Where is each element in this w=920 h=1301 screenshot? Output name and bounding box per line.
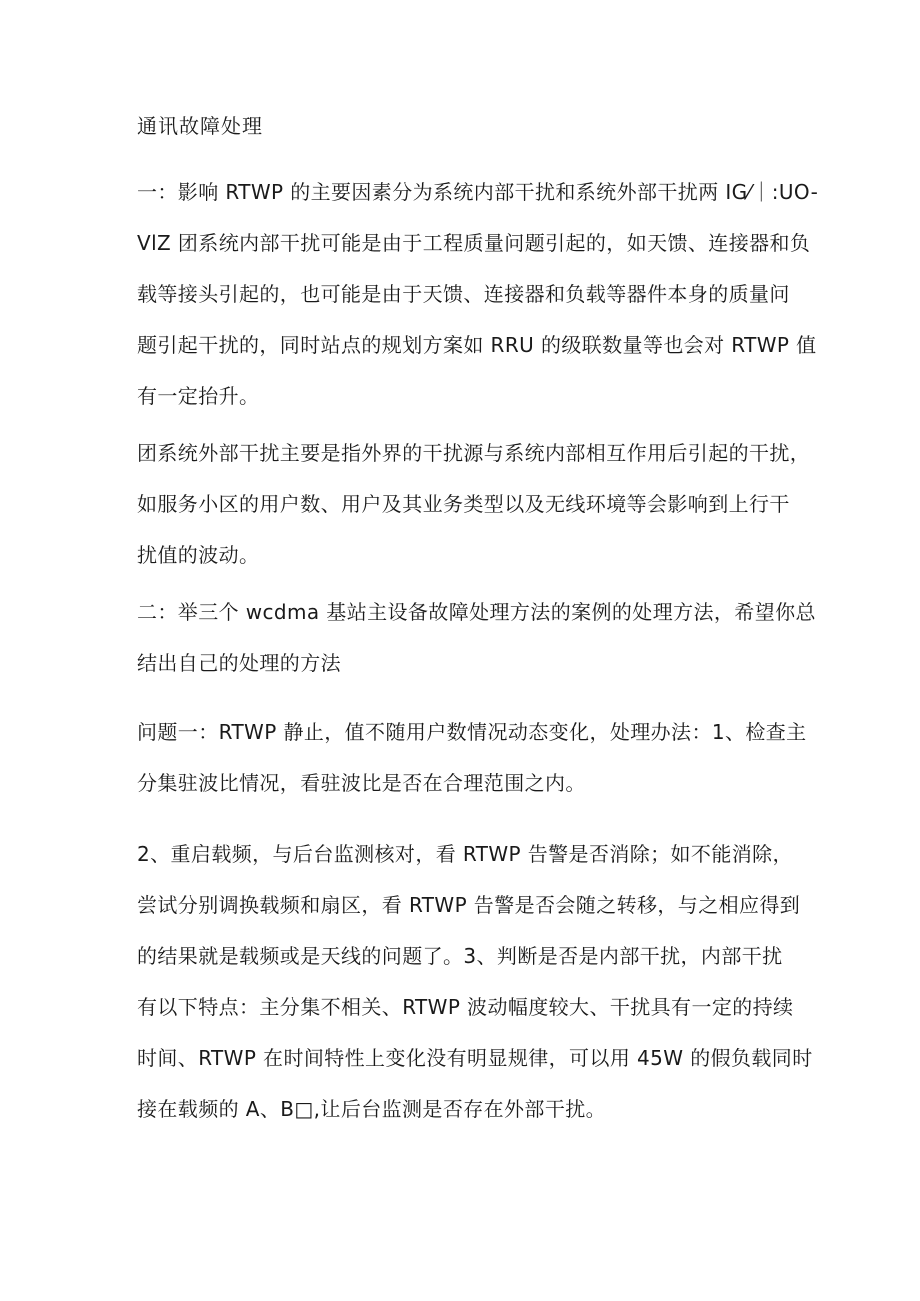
text-line: 题引起干扰的，同时站点的规划方案如 RRU 的级联数量等也会对 RTWP 值 (137, 333, 817, 357)
text-line: VlZ 团系统内部干扰可能是由于工程质量问题引起的，如天馈、连接器和负 (137, 231, 811, 255)
text-line: 有一定抬升。 (137, 384, 260, 408)
text-line: 扰值的波动。 (137, 543, 260, 567)
text-line: 团系统外部干扰主要是指外界的干扰源与系统内部相互作用后引起的干扰， (137, 441, 811, 465)
text-line: 载等接头引起的，也可能是由于天馈、连接器和负载等器件本身的质量问 (137, 282, 790, 306)
text-line: 时间、RTWP 在时间特性上变化没有明显规律，可以用 45W 的假负载同时 (137, 1046, 813, 1070)
text-line: 问题一：RTWP 静止，值不随用户数情况动态变化，处理办法：1、检查主 (137, 720, 807, 744)
text-line: 分集驻波比情况，看驻波比是否在合理范围之内。 (137, 771, 586, 795)
text-line: 如服务小区的用户数、用户及其业务类型以及无线环境等会影响到上行干 (137, 492, 790, 516)
paragraph-section-two (137, 597, 816, 678)
text-line: 2、重启载频，与后台监测核对，看 RTWP 告警是否消除；如不能消除， (137, 842, 793, 866)
document-title: 通讯故障处理 (137, 114, 263, 138)
paragraph-problem-one (137, 717, 807, 798)
text-line: 有以下特点：主分集不相关、RTWP 波动幅度较大、干扰具有一定的持续 (137, 995, 794, 1019)
paragraph-external-interference (137, 438, 811, 570)
text-line: 结出自己的处理的方法 (137, 651, 341, 675)
paragraph-restart-carrier (137, 839, 813, 1124)
text-line: 的结果就是载频或是天线的问题了。3、判断是否是内部干扰，内部干扰 (137, 944, 783, 968)
text-line: 接在载频的 A、B□,让后台监测是否存在外部干扰。 (137, 1097, 607, 1121)
text-line: 二：举三个 wcdma 基站主设备故障处理方法的案例的处理方法，希望你总 (137, 600, 816, 624)
text-line: 尝试分别调换载频和扇区，看 RTWP 告警是否会随之转移，与之相应得到 (137, 893, 801, 917)
text-line: 一：影响 RTWP 的主要因素分为系统内部干扰和系统外部干扰两 IG⁄｜:UO- (137, 180, 819, 204)
paragraph-rtwp-factors (137, 177, 819, 411)
